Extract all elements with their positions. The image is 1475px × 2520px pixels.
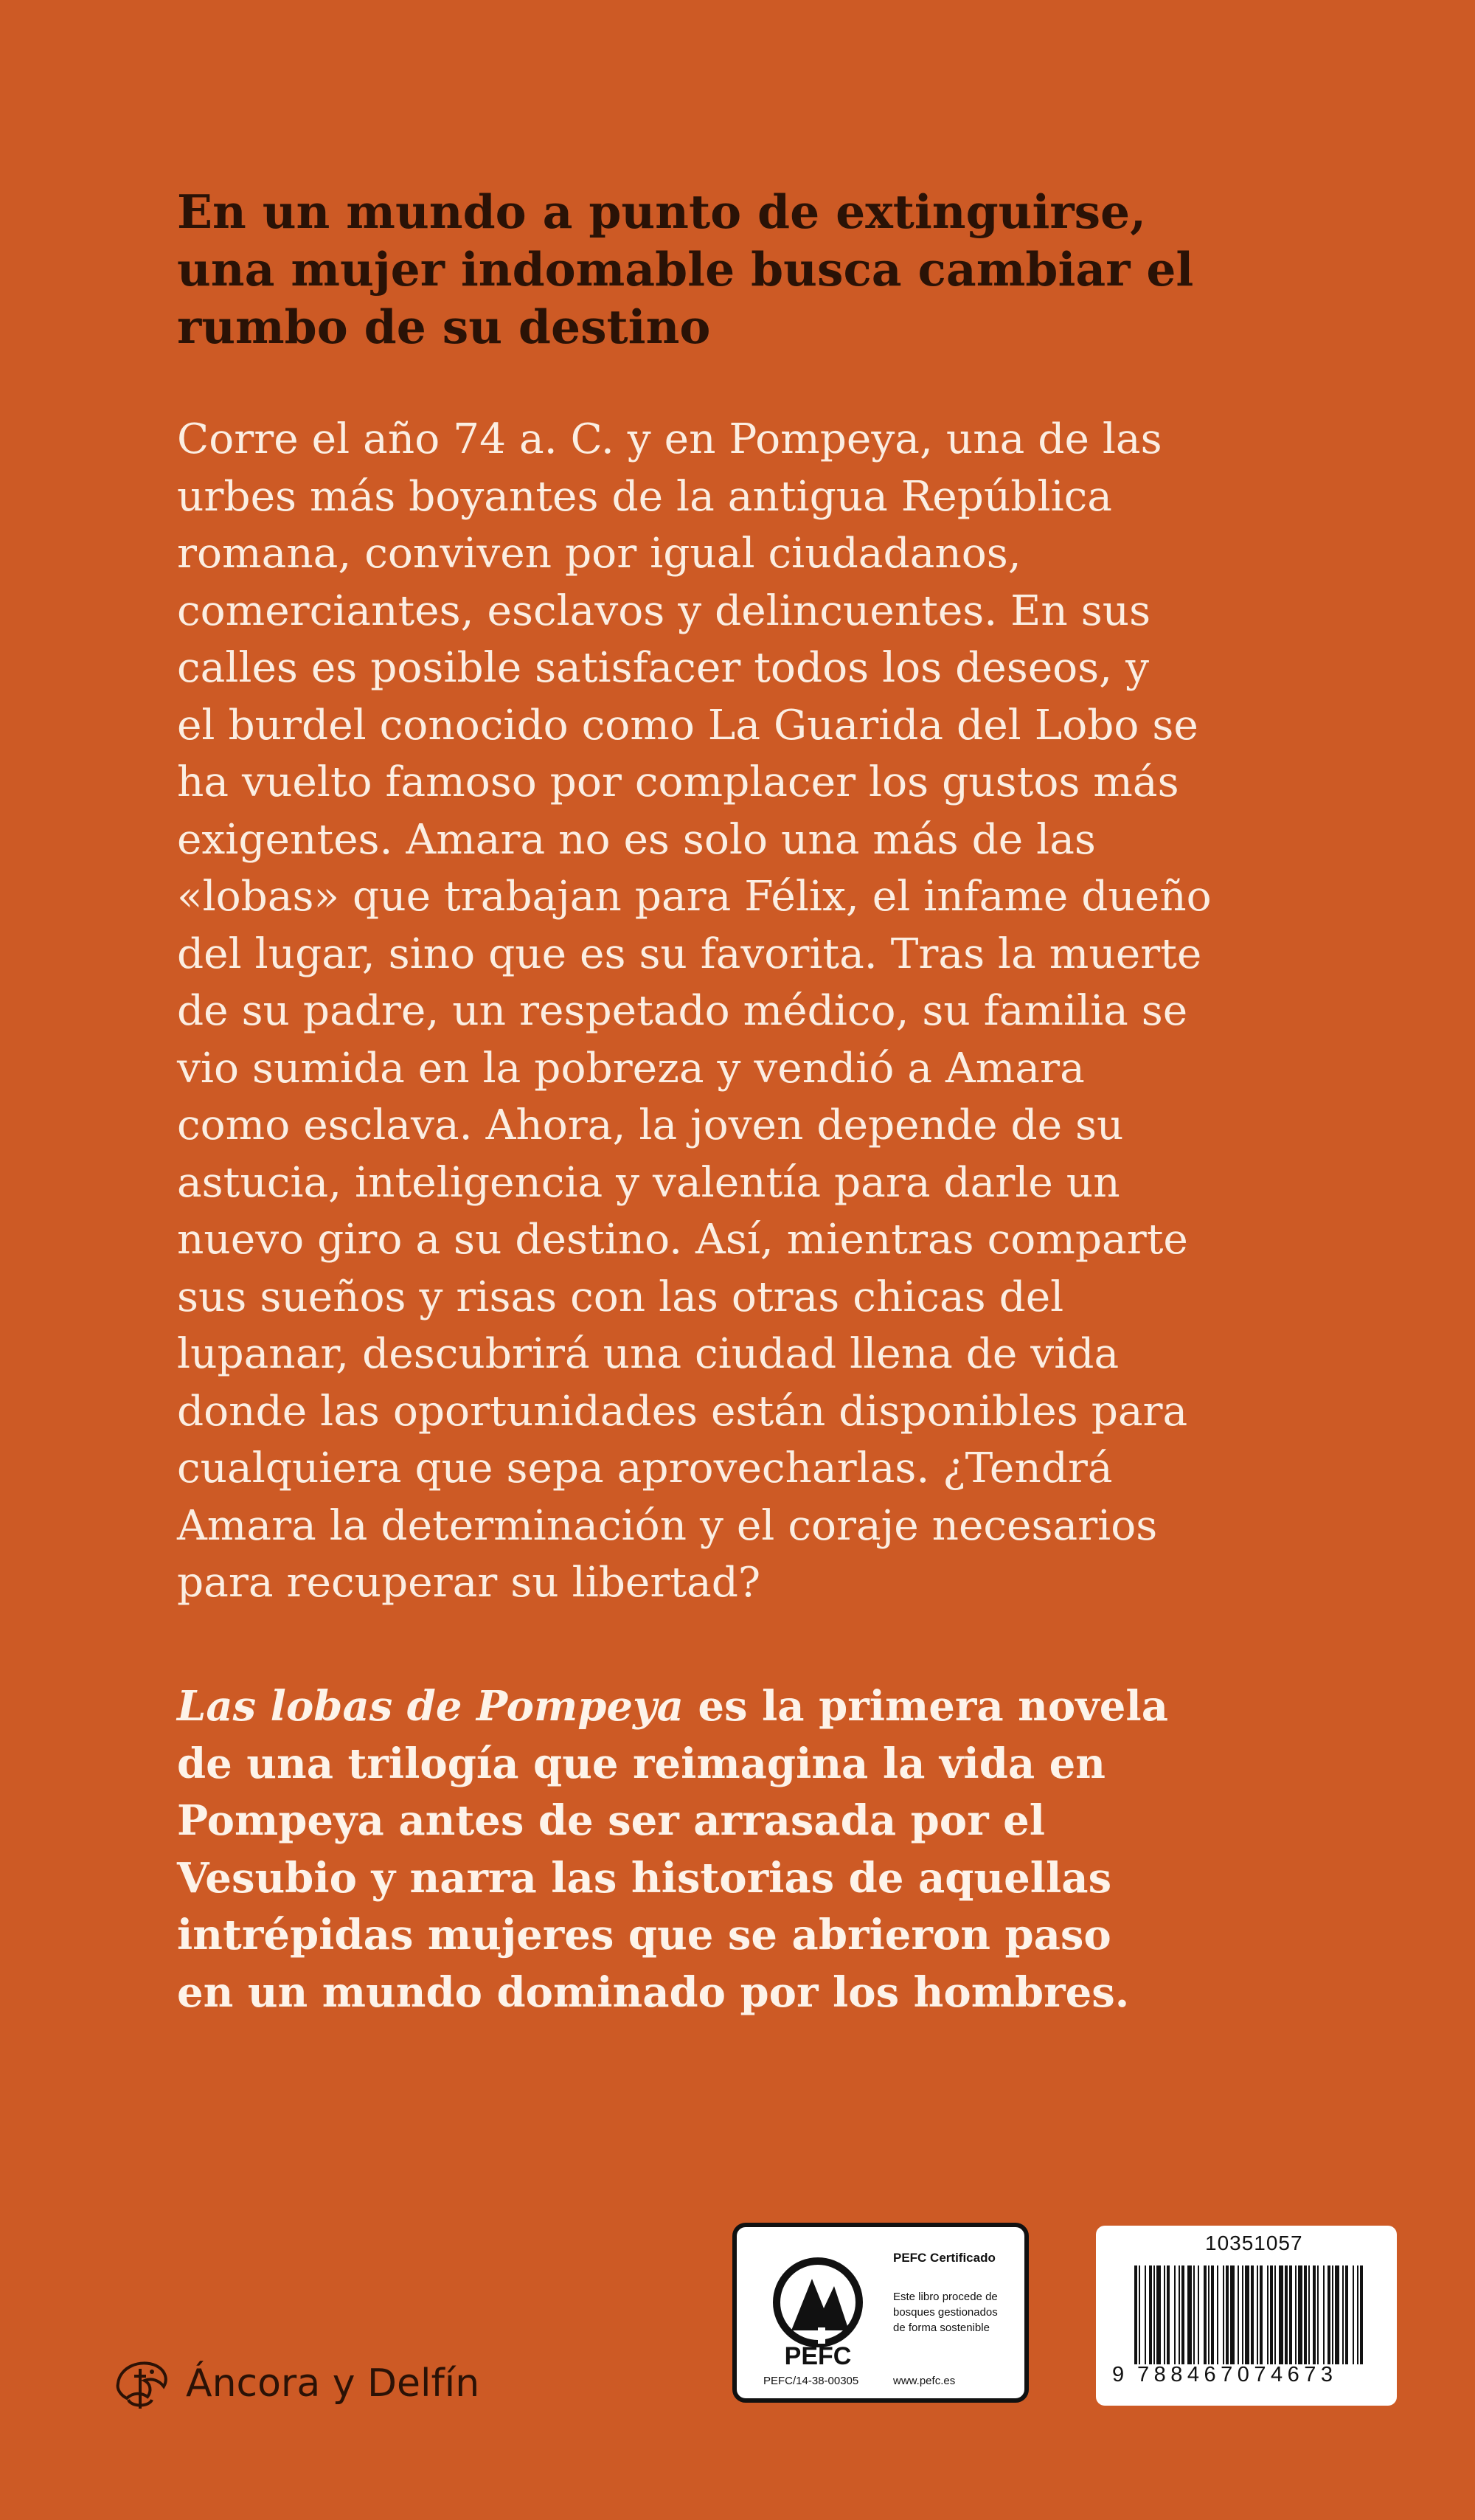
- barcode-bar: [1317, 2265, 1319, 2364]
- barcode-bar: [1260, 2265, 1263, 2364]
- synopsis-line: comerciantes, esclavos y delincuentes. En sus: [177, 586, 1151, 635]
- publisher-name: Áncora y Delfín: [186, 2361, 480, 2406]
- barcode-bar: [1245, 2265, 1249, 2364]
- barcode-bar: [1289, 2265, 1292, 2364]
- synopsis-line: donde las oportunidades están disponibles para: [177, 1387, 1188, 1436]
- pefc-logo-icon: [766, 2257, 877, 2367]
- barcode-bar: [1226, 2265, 1229, 2364]
- barcode-bar: [1323, 2265, 1325, 2364]
- barcode-bar: [1345, 2265, 1348, 2364]
- barcode-bar: [1153, 2265, 1155, 2364]
- heading-line: rumbo de su destino: [177, 300, 711, 354]
- barcode-bars: [1134, 2265, 1367, 2364]
- barcode-bar: [1242, 2265, 1243, 2364]
- closing-paragraph: [177, 1678, 1224, 2021]
- pefc-url: www.pefc.es: [893, 2375, 956, 2387]
- barcode-bar: [1174, 2265, 1176, 2364]
- barcode-bar: [1198, 2265, 1199, 2364]
- closing-line: Vesubio y narra las historias de aquellas: [177, 1853, 1112, 1903]
- barcode-bar: [1295, 2265, 1297, 2364]
- barcode-bar: [1342, 2265, 1344, 2364]
- barcode-bar: [1208, 2265, 1210, 2364]
- barcode-first-digit: 9: [1112, 2363, 1125, 2386]
- barcode-bar: [1251, 2265, 1254, 2364]
- synopsis-line: lupanar, descubrirá una ciudad llena de vida: [177, 1330, 1120, 1378]
- barcode-bar: [1267, 2265, 1268, 2364]
- barcode-bar: [1274, 2265, 1276, 2364]
- synopsis-line: cualquiera que sepa aprovecharlas. ¿Tendrá: [177, 1444, 1113, 1492]
- pefc-description: [893, 2289, 1026, 2336]
- barcode-bar: [1181, 2265, 1184, 2364]
- barcode-bar: [1193, 2265, 1195, 2364]
- closing-first-line: [177, 1678, 1224, 1736]
- synopsis-line: como esclava. Ahora, la joven depende de su: [177, 1101, 1124, 1149]
- synopsis-line: «lobas» que trabajan para Félix, el infame dueño: [177, 873, 1212, 921]
- pefc-heading: PEFC Certificado: [893, 2251, 996, 2265]
- barcode-bar: [1187, 2265, 1192, 2364]
- pefc-code: PEFC/14-38-00305: [763, 2375, 859, 2387]
- barcode-bar: [1298, 2265, 1302, 2364]
- synopsis-line: astucia, inteligencia y valentía para darle un: [177, 1158, 1120, 1207]
- barcode-bar: [1257, 2265, 1258, 2364]
- barcode-bar: [1335, 2265, 1339, 2364]
- closing-line: intrépidas mujeres que se abrieron paso: [177, 1911, 1111, 1959]
- synopsis-line: del lugar, sino que es su favorita. Tras la muerte: [177, 930, 1202, 978]
- barcode-bar: [1357, 2265, 1358, 2364]
- barcode-top-number: 10351057: [1205, 2232, 1303, 2254]
- synopsis-line: ha vuelto famoso por complacer los gustos más: [177, 758, 1179, 806]
- barcode-bar: [1179, 2265, 1180, 2364]
- barcode-bar: [1238, 2265, 1239, 2364]
- back-cover-heading: [177, 183, 1224, 356]
- synopsis-line: Corre el año 74 a. C. y en Pompeya, una de las: [177, 415, 1162, 463]
- barcode-bar: [1308, 2265, 1310, 2364]
- synopsis-line: romana, conviven por igual ciudadanos,: [177, 530, 1021, 578]
- synopsis-line: nuevo giro a su destino. Así, mientras comparte: [177, 1216, 1188, 1264]
- barcode-bar: [1353, 2265, 1354, 2364]
- closing-line: de una trilogía que reimagina la vida en: [177, 1739, 1106, 1788]
- synopsis-line: para recuperar su libertad?: [177, 1559, 761, 1607]
- barcode-bar: [1134, 2265, 1137, 2364]
- synopsis-line: exigentes. Amara no es solo una más de las: [177, 815, 1096, 864]
- barcode-bar: [1313, 2265, 1316, 2364]
- barcode-bar: [1145, 2265, 1146, 2364]
- synopsis-line: el burdel conocido como La Guarida del Lobo se: [177, 701, 1198, 750]
- synopsis-line: calles es posible satisfacer todos los deseos, y: [177, 644, 1150, 692]
- synopsis-line: urbes más boyantes de la antigua República: [177, 472, 1112, 521]
- barcode-bar: [1139, 2265, 1140, 2364]
- book-title: Las lobas de Pompeya: [177, 1682, 684, 1731]
- barcode-digits: 788467074673: [1137, 2363, 1338, 2386]
- synopsis-line: de su padre, un respetado médico, su familia se: [177, 987, 1188, 1035]
- barcode-bar: [1167, 2265, 1170, 2364]
- barcode-bar: [1217, 2265, 1218, 2364]
- barcode-bar: [1304, 2265, 1307, 2364]
- barcode-bar: [1223, 2265, 1224, 2364]
- closing-line: en un mundo dominado por los hombres.: [177, 1967, 1130, 2017]
- barcode-bar: [1328, 2265, 1330, 2364]
- dolphin-anchor-icon: [111, 2354, 173, 2413]
- pefc-description-line: de forma sostenible: [893, 2322, 990, 2334]
- synopsis-line: Amara la determinación y el coraje necesarios: [177, 1501, 1158, 1550]
- publisher-imprint: [111, 2350, 479, 2417]
- barcode-bar: [1204, 2265, 1207, 2364]
- barcode-bar: [1230, 2265, 1235, 2364]
- barcode-bar: [1164, 2265, 1165, 2364]
- barcode-bar: [1332, 2265, 1333, 2364]
- barcode-bar: [1149, 2265, 1152, 2364]
- barcode-bar: [1360, 2265, 1363, 2364]
- pefc-description-line: Este libro procede de: [893, 2291, 998, 2303]
- closing-first-line-rest: es la primera novela: [683, 1682, 1168, 1731]
- barcode-bar: [1156, 2265, 1161, 2364]
- heading-line: una mujer indomable busca cambiar el: [177, 242, 1194, 297]
- barcode-bar: [1211, 2265, 1214, 2364]
- isbn-barcode-label: [1096, 2226, 1397, 2406]
- synopsis-line: sus sueños y risas con las otras chicas del: [177, 1273, 1064, 1321]
- barcode-bar: [1270, 2265, 1273, 2364]
- pefc-description-line: bosques gestionados: [893, 2306, 998, 2319]
- closing-line: Pompeya antes de ser arrasada por el: [177, 1796, 1046, 1845]
- synopsis-paragraph: [177, 411, 1224, 1612]
- pefc-certification-label: [732, 2223, 1029, 2403]
- barcode-bar: [1285, 2265, 1288, 2364]
- barcode-bar: [1279, 2265, 1283, 2364]
- pefc-logo-text: PEFC: [784, 2342, 852, 2367]
- heading-line: En un mundo a punto de extinguirse,: [177, 184, 1147, 239]
- synopsis-line: vio sumida en la pobreza y vendió a Amara: [177, 1044, 1085, 1093]
